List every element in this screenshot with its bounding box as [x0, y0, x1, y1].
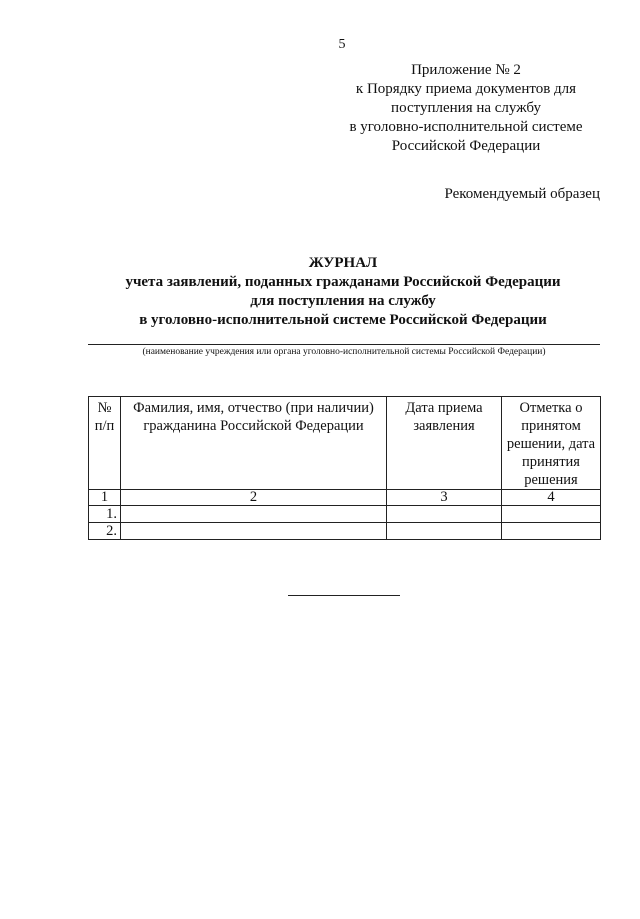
table-row [89, 523, 601, 540]
column-number-row [89, 490, 601, 506]
table-header-row [89, 397, 601, 490]
row-number: 1. [89, 506, 121, 523]
header-application-date: Дата приема заявления [387, 397, 502, 490]
table-row [89, 506, 601, 523]
decision-cell [502, 523, 601, 540]
title-line: учета заявлений, поданных гражданами Российской Федерации [125, 274, 561, 290]
recommended-sample-label: Рекомендуемый образец [444, 186, 600, 202]
institution-caption: (наименование учреждения или органа уголовно-исполнительной системы Российской Федерации) [142, 347, 546, 357]
appendix-line: в уголовно-исполнительной системе [349, 119, 583, 135]
name-cell [121, 506, 387, 523]
journal-table [88, 396, 601, 540]
title-line: в уголовно-исполнительной системе Российской Федерации [139, 312, 547, 328]
document-title [40, 254, 640, 330]
header-full-name: Фамилия, имя, отчество (при наличии) гражданина Российской Федерации [121, 397, 387, 490]
page-number: 5 [338, 37, 346, 52]
appendix-block [330, 61, 602, 156]
header-number: № п/п [89, 397, 121, 490]
decision-cell [502, 506, 601, 523]
row-number: 2. [89, 523, 121, 540]
column-number: 2 [121, 490, 387, 506]
appendix-line: Приложение № 2 [411, 62, 521, 78]
date-cell [387, 523, 502, 540]
appendix-line: поступления на службу [391, 100, 541, 116]
institution-name-line [88, 344, 600, 345]
column-number: 1 [89, 490, 121, 506]
name-cell [121, 523, 387, 540]
closing-line [288, 595, 400, 596]
date-cell [387, 506, 502, 523]
column-number: 4 [502, 490, 601, 506]
title-heading: ЖУРНАЛ [308, 255, 378, 271]
header-decision: Отметка о принятом решении, дата принятия решения [502, 397, 601, 490]
appendix-line: Российской Федерации [391, 138, 541, 154]
appendix-line: к Порядку приема документов для [355, 81, 577, 97]
column-number: 3 [387, 490, 502, 506]
title-line: для поступления на службу [250, 293, 436, 309]
